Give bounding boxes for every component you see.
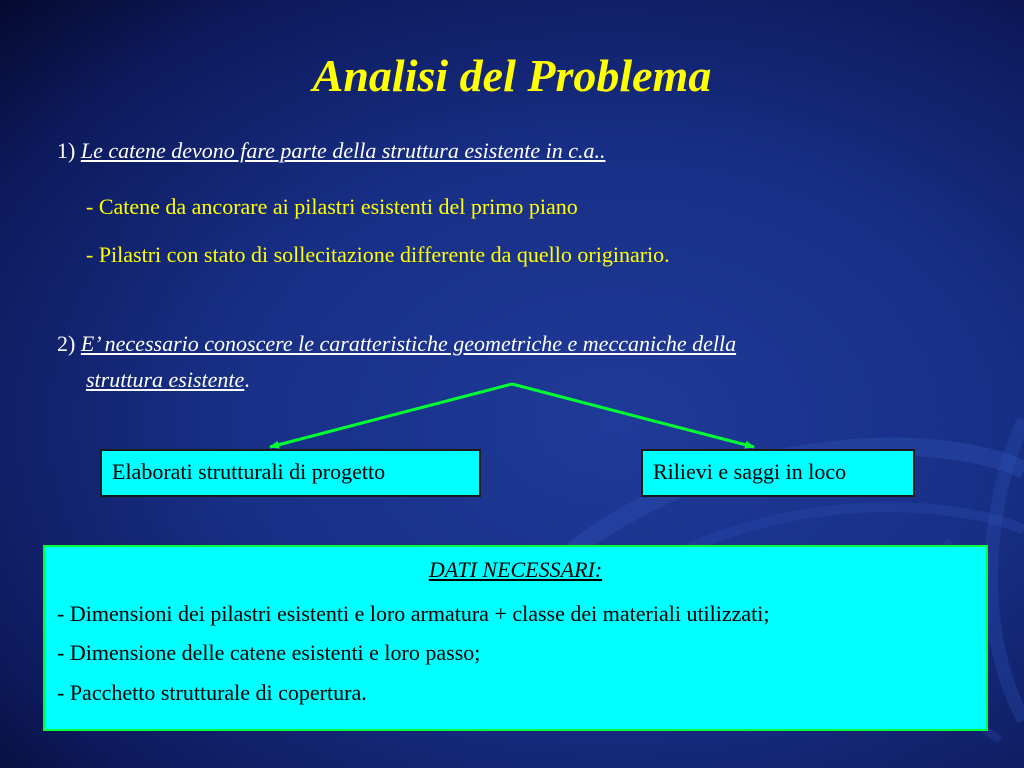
point-2-number: 2) — [57, 331, 76, 356]
slide-title: Analisi del Problema — [312, 50, 712, 101]
dati-item-2: - Dimensione delle catene esistenti e loro passo; — [57, 640, 481, 665]
dati-header-row — [45, 556, 986, 584]
point-2-text-line1: E’ necessario conoscere le caratteristiche geometriche e meccaniche della — [80, 331, 737, 356]
point-1-text: Le catene devono fare parte della struttura esistente in c.a.. — [80, 138, 606, 163]
point-1-sub-2: - Pilastri con stato di sollecitazione differente da quello originario. — [86, 242, 670, 267]
point-2-text-end: . — [244, 367, 250, 392]
point-2-text-line2: struttura esistente — [86, 367, 245, 392]
box-elaborati-strutturali: Elaborati strutturali di progetto — [100, 449, 481, 497]
point-1-sub-1: - Catene da ancorare ai pilastri esistenti del primo piano — [86, 194, 578, 219]
box-rilievi-saggi: Rilievi e saggi in loco — [641, 449, 915, 497]
arrow-right — [512, 384, 754, 447]
dati-necessari-box — [43, 545, 988, 731]
dati-item-1: - Dimensioni dei pilastri esistenti e loro armatura + classe dei materiali utilizzati; — [57, 601, 770, 626]
arrow-left — [270, 384, 512, 447]
dati-header: DATI NECESSARI: — [428, 557, 603, 582]
dati-item-3: - Pacchetto strutturale di copertura. — [57, 680, 367, 705]
point-1-number: 1) — [57, 138, 76, 163]
